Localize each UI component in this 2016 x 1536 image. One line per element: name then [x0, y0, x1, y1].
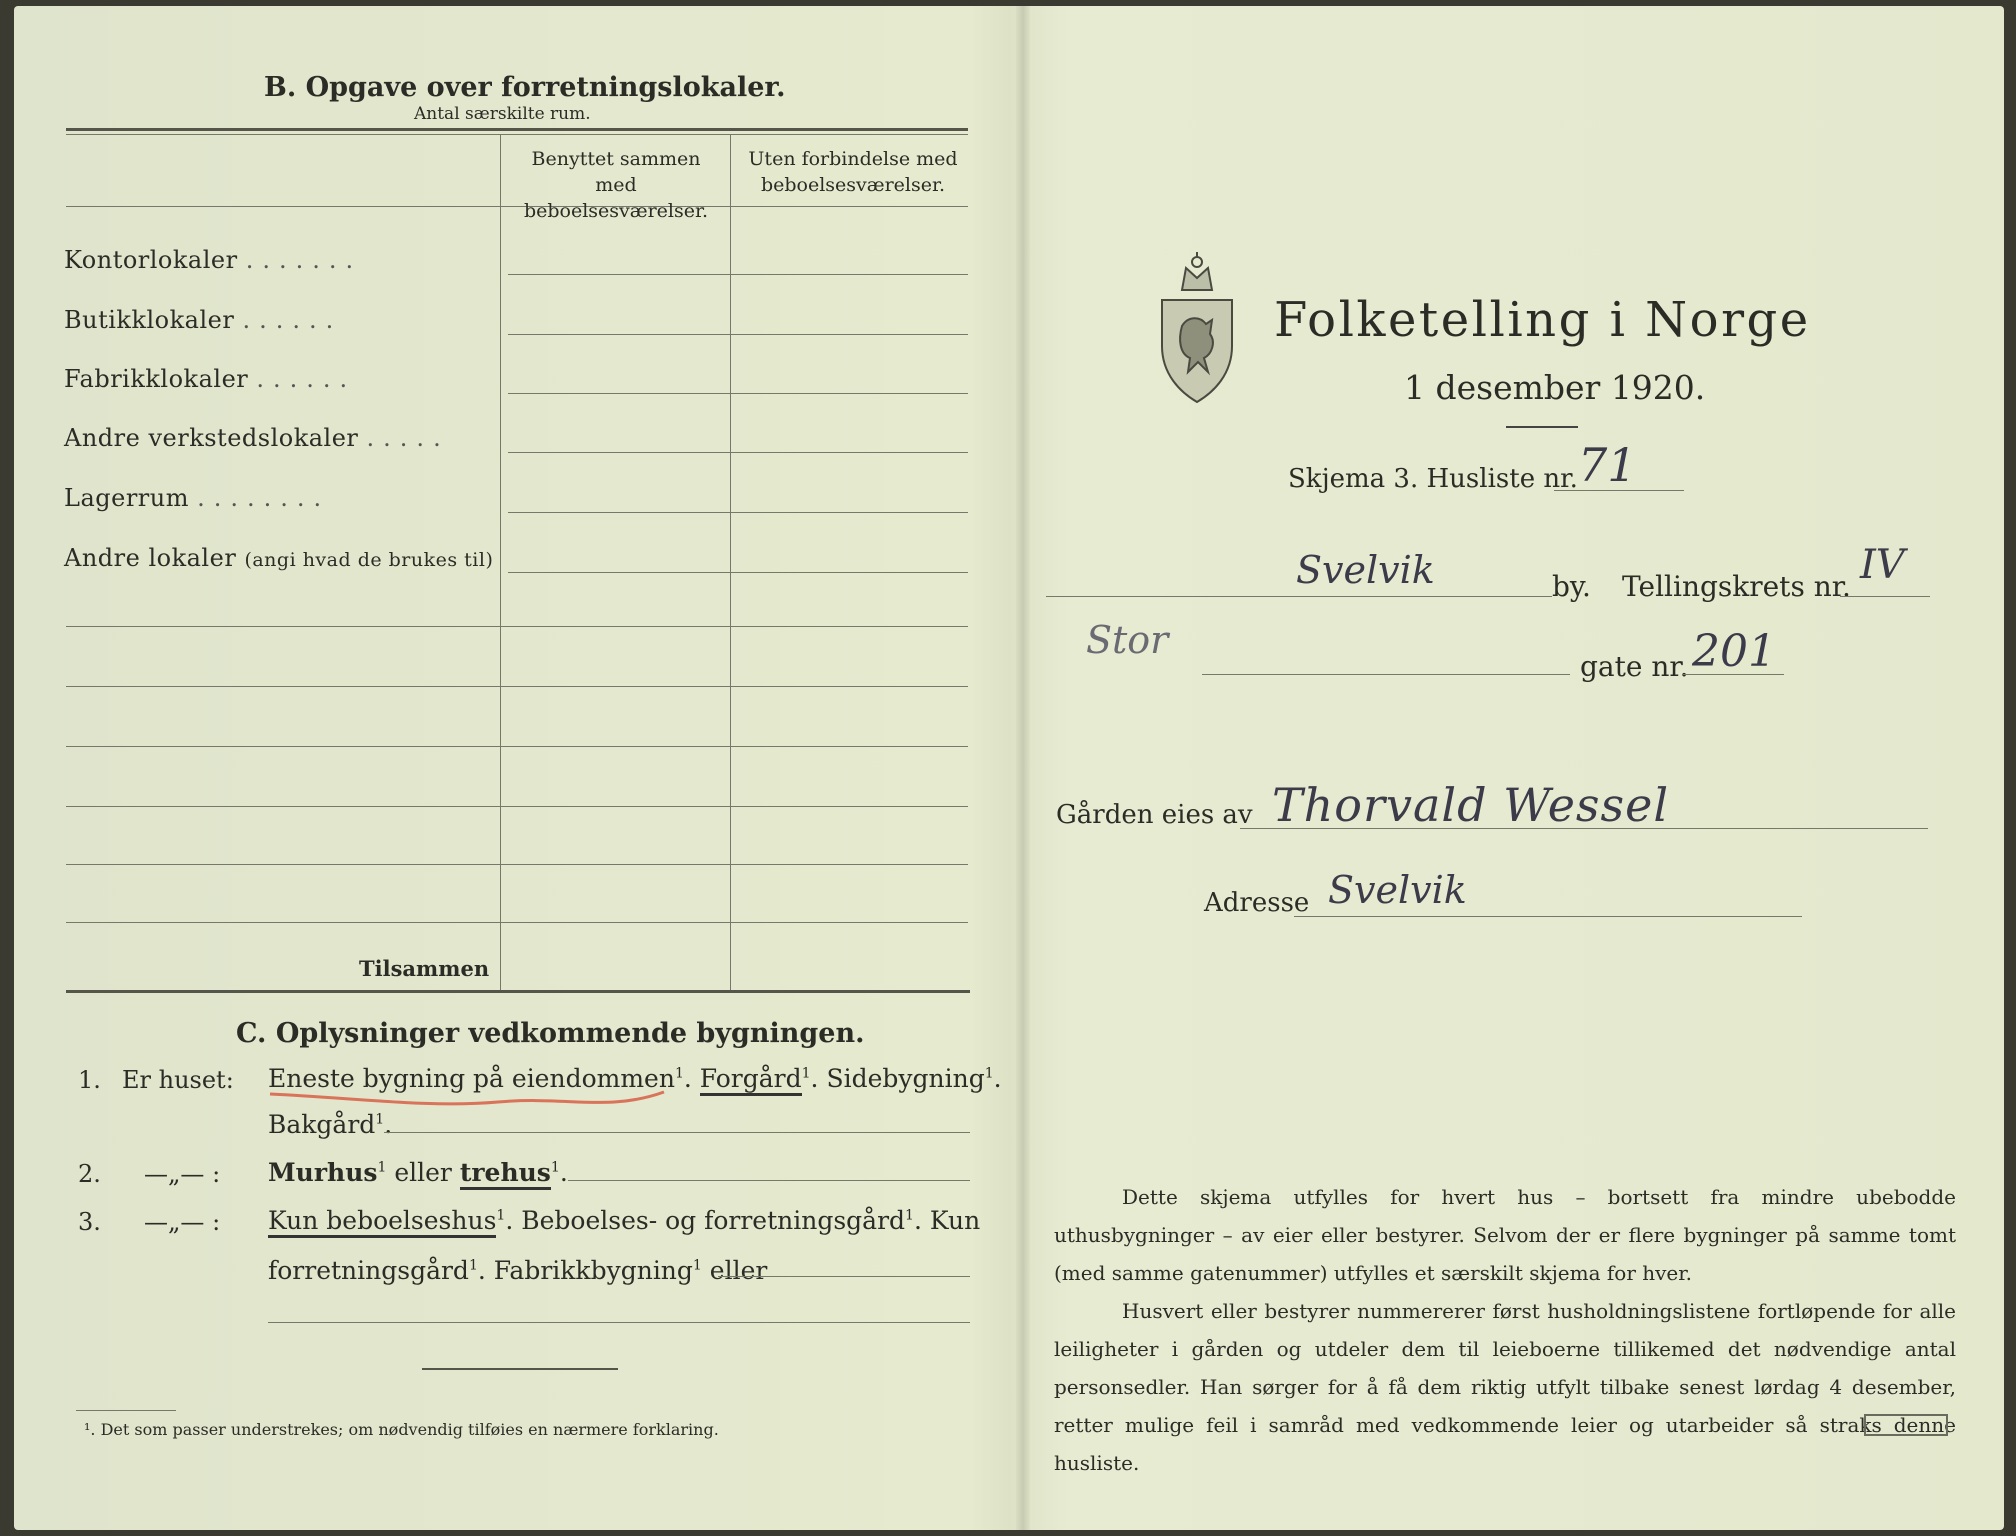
table-top-rule [66, 128, 968, 131]
row-kontorlokaler: Kontorlokaler ....... [64, 246, 363, 274]
option-murhus[interactable]: Murhus [268, 1158, 378, 1187]
husliste-nr-value[interactable]: 71 [1578, 438, 1637, 492]
option-fabrikkbygning[interactable]: Fabrikkbygning [493, 1256, 693, 1285]
by-label: by. [1552, 570, 1591, 603]
adresse-value[interactable]: Svelvik [1328, 868, 1467, 912]
option-forretningsgard[interactable]: forretningsgård [268, 1256, 469, 1285]
adresse-label: Adresse [1204, 888, 1310, 918]
option-kun-beboelseshus[interactable]: Kun beboelseshus [268, 1206, 496, 1238]
gate-nr-value[interactable]: 201 [1692, 626, 1776, 677]
gate-label: gate nr. [1580, 650, 1689, 683]
q3-answers-line2: forretningsgård$^1$. Fabrikkbygning$^1$ eller [268, 1256, 768, 1285]
section-b-subtitle: Antal særskilte rum. [414, 104, 591, 124]
q3-answers-line1: Kun beboelseshus$^1$. Beboelses- og forretningsgård$^1$. Kun [268, 1206, 980, 1235]
option-eneste-bygning[interactable]: Eneste bygning på eiendommen [268, 1064, 675, 1093]
norwegian-coat-of-arms-icon [1156, 250, 1238, 406]
form-date: 1 desember 1920. [1404, 368, 1706, 407]
row-andre-verksteds: Andre verkstedslokaler ..... [64, 424, 450, 452]
option-trehus[interactable]: trehus [460, 1158, 551, 1190]
tilsammen-label: Tilsammen [359, 956, 490, 981]
tellingskrets-value[interactable]: IV [1860, 542, 1905, 588]
option-beboelses-forretningsgard[interactable]: Beboelses- og forretningsgård [521, 1206, 906, 1235]
section-c-heading: C. Oplysninger vedkommende bygningen. [236, 1018, 865, 1049]
eier-value[interactable]: Thorvald Wessel [1272, 778, 1670, 832]
row-andre-lokaler: Andre lokaler (angi hvad de brukes til) [64, 544, 494, 572]
col-header-shared: Benyttet sammen med beboelsesværelser. [523, 148, 709, 222]
page-fold [1016, 6, 1030, 1530]
col-header-separate: Uten forbindelse med beboelsesværelser. [748, 148, 958, 196]
instructions-paragraph-2: Husvert eller bestyrer nummererer først husholdningslistene fortløpende for alle leiligheter i gården og utdeler dem til leieboerne tillikemed det nødvendige antal personsedler. Han sørger for å få dem riktig utfylt tilbake senest lørdag 4 desember, retter mulige feil i samråd med vedkommende leier og utarbeider så straks denne husliste. [1054, 1299, 1956, 1475]
row-butikklokaler: Butikklokaler ...... [64, 306, 343, 334]
skjema-label: Skjema 3. Husliste nr. [1288, 464, 1578, 494]
row-lagerrum: Lagerrum ........ [64, 484, 331, 512]
q1-answers: Eneste bygning på eiendommen$^1$. Forgård$^1$. Sidebygning$^1$. [268, 1064, 1002, 1093]
eier-label: Gården eies av [1056, 800, 1253, 830]
printer-stamp-icon [1864, 1414, 1948, 1436]
footnote: ¹. Det som passer understrekes; om nødvendig tilføies en nærmere forklaring. [84, 1420, 719, 1439]
table-col-divider-1 [500, 134, 501, 990]
by-value[interactable]: Svelvik [1296, 548, 1435, 592]
form-title: Folketelling i Norge [1274, 292, 1811, 348]
option-sidebygning[interactable]: Sidebygning [826, 1064, 985, 1093]
row-fabrikklokaler: Fabrikklokaler ...... [64, 365, 357, 393]
census-form-sheet: B. Opgave over forretningslokaler. Antal særskilte rum. Benyttet sammen med beboelsesværelser. Uten forbindelse med beboelsesværelser. Kontorlokaler ....... Butikklokaler ...... Fabrikklokaler ...... Andre verkstedslokaler ..... Lagerrum ........ Andre lokaler (angi hvad de brukes til) Tilsammen C. Oplysninger vedkommende bygningen. 1. Er huset: Eneste bygning på eiendommen$^1$. Forgård$^1$. Sidebygning$^1$. Bakgård$^1$. 2. —„— : Murhus$^1$ eller trehus$^1$. 3. —„— : Kun beboelseshus$^1$. Beboelses- og forretningsgård$^1$. Kun forretningsgård$^1$. Fabrikkbygning$^1$ eller ¹. Det som passer understrekes; om nødvendig tilføies en nærmere forklaring. Folketelling i Norge 1 desember 1920. Skjema 3. Husliste nr. 71 Svelvik by. Tellingskrets nr. IV Stor gate nr. 201 Gården eies av Thorvald Wessel Adresse Svelvik Dette skjema utfylles for hvert hus – bortsett fra mindre ubebodde uthusbygninger – av eier eller bestyrer. Selvom der er flere bygninger på samme tomt (med samme gatenummer) utfylles et særskilt skjema for hver. Husvert eller bestyrer nummererer først husholdningslistene fortløpende for alle leiligheter i gården og utdeler dem til leieboerne tillikemed det nødvendige antal personsedler. Han sørger for å få dem riktig utfylt tilbake senest lørdag 4 desember, retter mulige feil i samråd med vedkommende leier og utarbeider så straks denne husliste. [14, 6, 2004, 1530]
table-col-divider-2 [730, 134, 731, 990]
tellingskrets-label: Tellingskrets nr. [1622, 570, 1851, 603]
option-bakgard[interactable]: Bakgård$^1$. [268, 1110, 393, 1139]
section-b-heading: B. Opgave over forretningslokaler. [264, 72, 786, 103]
instructions-paragraph-1: Dette skjema utfylles for hvert hus – bortsett fra mindre ubebodde uthusbygninger – av eier eller bestyrer. Selvom der er flere bygninger på samme tomt (med samme gatenummer) utfylles et særskilt skjema for hver. [1054, 1185, 1956, 1285]
table-bottom-rule [66, 990, 970, 993]
q2-answers: Murhus$^1$ eller trehus$^1$. [268, 1158, 568, 1187]
gate-name-value[interactable]: Stor [1086, 618, 1169, 662]
option-forgard[interactable]: Forgård [700, 1064, 802, 1096]
